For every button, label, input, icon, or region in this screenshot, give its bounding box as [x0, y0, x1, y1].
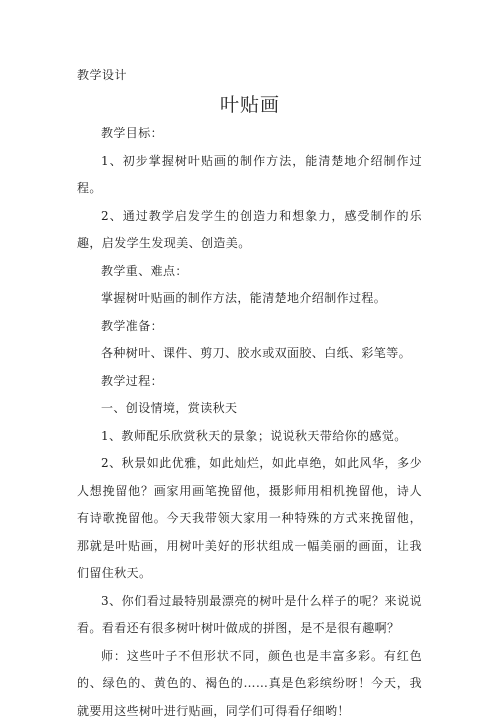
paragraph: 各种树叶、课件、剪刀、胶水或双面胶、白纸、彩笔等。 [77, 340, 422, 368]
paragraph: 2、通过教学启发学生的创造力和想象力，感受制作的乐趣，启发学生发现美、创造美。 [77, 203, 422, 258]
section-heading-objectives: 教学目标： [77, 120, 422, 148]
paragraph: 掌握树叶贴画的制作方法，能清楚地介绍制作过程。 [77, 285, 422, 313]
section-heading-key-points: 教学重、难点： [77, 258, 422, 286]
document-title: 叶贴画 [0, 90, 500, 117]
paragraph: 一、创设情境，赏读秋天 [77, 395, 422, 423]
section-heading-preparation: 教学准备： [77, 313, 422, 341]
section-heading-process: 教学过程： [77, 368, 422, 396]
document-body [77, 120, 422, 725]
paragraph: 2、秋景如此优雅，如此灿烂，如此卓绝，如此风华，多少人想挽留他？画家用画笔挽留他，摄影师用相机挽留他，诗人有诗歌挽留他。今天我带领大家用一种特殊的方式来挽留他，那就是叶贴画，用树叶美好的形状组成一幅美丽的画面，让我们留住秋天。 [77, 450, 422, 588]
paragraph: 师：这些叶子不但形状不同，颜色也是丰富多彩。有红色的、绿色的、黄色的、褐色的……真是色彩缤纷呀！今天，我就要用这些树叶进行贴画，同学们可得看仔细哟！ [77, 643, 422, 725]
paragraph: 1、教师配乐欣赏秋天的景象；说说秋天带给你的感觉。 [77, 423, 422, 451]
paragraph: 3、你们看过最特别最漂亮的树叶是什么样子的呢？来说说看。看看还有很多树叶树叶做成的拼图，是不是很有趣啊？ [77, 588, 422, 643]
paragraph: 1、初步掌握树叶贴画的制作方法，能清楚地介绍制作过程。 [77, 148, 422, 203]
document-header: 教学设计 [77, 66, 127, 83]
